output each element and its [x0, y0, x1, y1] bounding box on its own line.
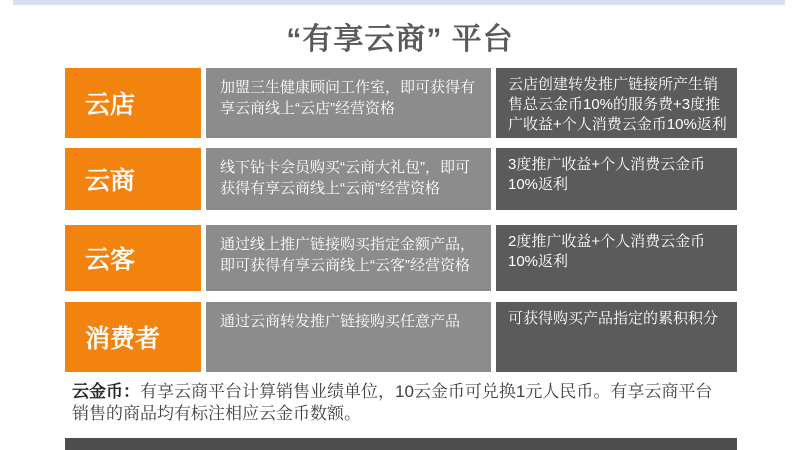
footnote-text: 有享云商平台计算销售业绩单位，10云金币可兑换1元人民币。有享云商平台销售的商品均有标注相应云金币数额。	[72, 382, 713, 423]
footnote-term: 云金币：	[72, 382, 140, 401]
table-row-yunke	[65, 225, 737, 291]
role-label-cell: 云客	[65, 225, 201, 291]
cutoff-bottom-bar	[65, 438, 737, 450]
table-row-yundian	[65, 68, 737, 138]
table-row-consumer	[65, 302, 737, 372]
benefit-cell: 3度推广收益+个人消费云金币10%返利	[496, 148, 737, 210]
role-label-cell: 消费者	[65, 302, 201, 372]
benefit-cell: 2度推广收益+个人消费云金币10%返利	[496, 225, 737, 291]
benefit-cell: 云店创建转发推广链接所产生销售总云金币10%的服务费+3度推广收益+个人消费云金币10%返利	[496, 68, 737, 138]
platform-roles-table	[65, 68, 737, 372]
qualification-cell: 通过云商转发推广链接购买任意产品	[206, 302, 491, 372]
qualification-cell: 加盟三生健康顾问工作室，即可获得有享云商线上“云店”经营资格	[206, 68, 491, 138]
role-label-cell: 云商	[65, 148, 201, 210]
footnote	[72, 381, 720, 425]
benefit-cell: 可获得购买产品指定的累积积分	[496, 302, 737, 372]
role-label-cell: 云店	[65, 68, 201, 138]
top-accent-strip	[13, 0, 785, 5]
qualification-cell: 通过线上推广链接购买指定金额产品，即可获得有享云商线上“云客”经营资格	[206, 225, 491, 291]
qualification-cell: 线下钻卡会员购买“云商大礼包”，即可获得有享云商线上“云商”经营资格	[206, 148, 491, 210]
slide-title: “有享云商” 平台	[286, 23, 514, 56]
table-row-yunshang	[65, 148, 737, 210]
